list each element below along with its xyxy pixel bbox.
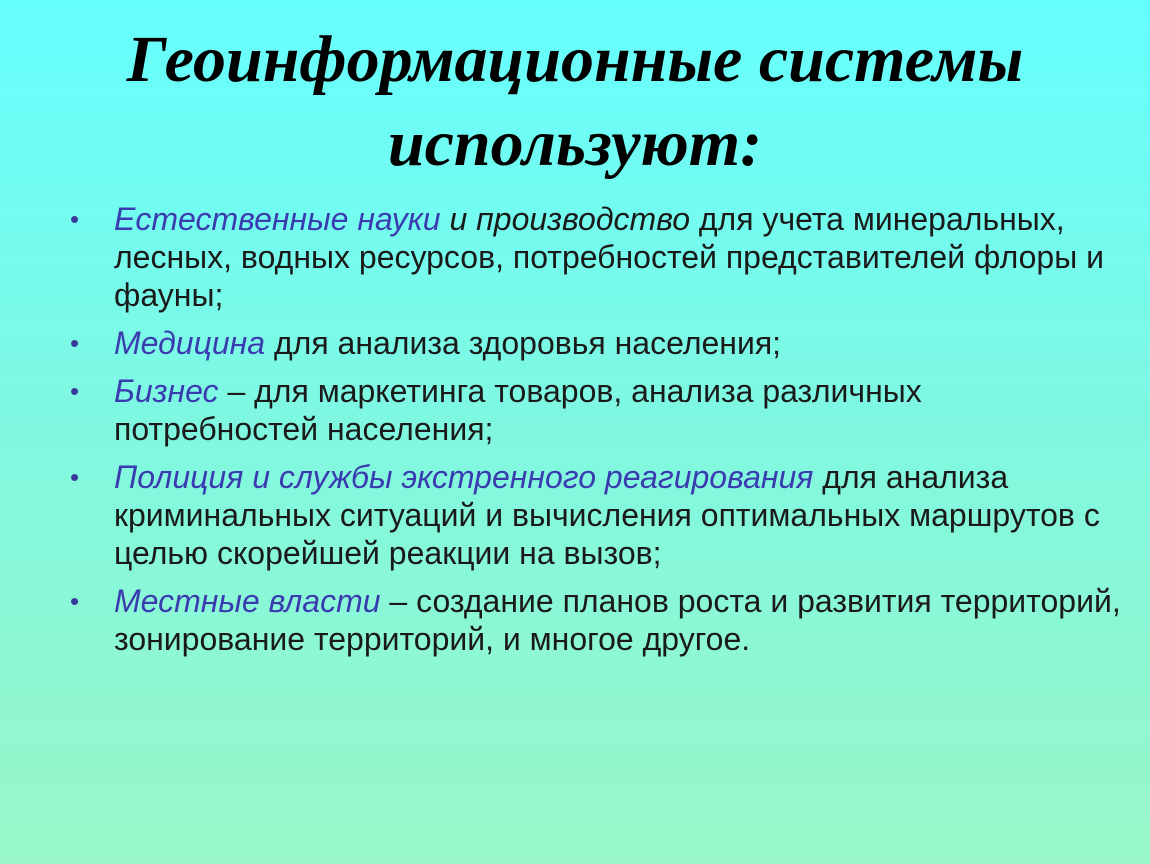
item-text: – создание планов роста и развития территорий, зонирование территорий, и многое другое. — [114, 583, 1121, 657]
item-text: для анализа криминальных ситуаций и вычисления оптимальных маршрутов с целью скорейшей реакции на вызов; — [114, 459, 1100, 571]
item-term: Полиция и службы экстренного реагирования — [114, 459, 814, 495]
slide-title — [0, 18, 1150, 186]
list-item — [70, 324, 1130, 362]
item-term: Бизнес — [114, 373, 219, 409]
list-item — [70, 372, 1130, 448]
slide-title-line2: используют: — [387, 107, 763, 180]
bullet-dot-icon: • — [70, 204, 80, 234]
item-term: Медицина — [114, 325, 266, 361]
bullet-dot-icon: • — [70, 462, 80, 492]
list-item — [70, 458, 1130, 572]
bullet-dot-icon: • — [70, 328, 80, 358]
slide-title-line1: Геоинформационные системы — [126, 23, 1024, 96]
list-item — [70, 200, 1130, 314]
item-text: – для маркетинга товаров, анализа различных потребностей населения; — [114, 373, 922, 447]
item-text: для учета минеральных, лесных, водных ресурсов, потребностей представителей флоры и фауны; — [114, 201, 1104, 313]
bullet-list — [70, 200, 1130, 668]
bullet-dot-icon: • — [70, 376, 80, 406]
bullet-dot-icon: • — [70, 586, 80, 616]
item-term-secondary: и производство — [449, 201, 690, 237]
item-text: для анализа здоровья населения; — [265, 325, 782, 361]
item-term: Естественные науки — [114, 201, 441, 237]
item-term: Местные власти — [114, 583, 381, 619]
list-item — [70, 582, 1130, 658]
